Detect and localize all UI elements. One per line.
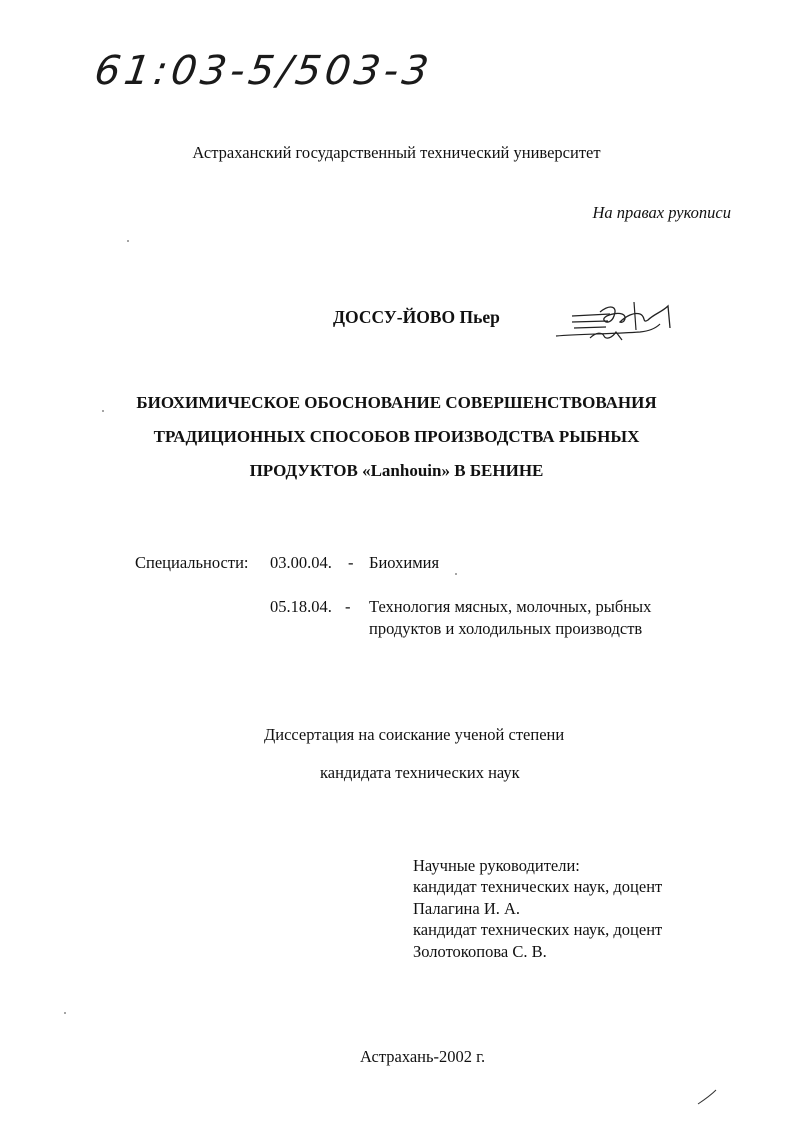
specialty-1-name: Биохимия	[369, 553, 440, 572]
supervisors-heading: Научные руководители:	[413, 856, 580, 875]
scan-speck	[127, 240, 129, 242]
registry-number: 61:03-5/503-3	[91, 48, 436, 94]
title-line-3: ПРОДУКТОВ «Lanhouin» В БЕНИНЕ	[249, 461, 544, 480]
specialty-2-name-line-2: продуктов и холодильных производств	[369, 619, 643, 638]
specialties-label: Специальности:	[135, 553, 249, 572]
specialty-2-dash: -	[345, 597, 351, 616]
university-name: Астраханский государственный технический университет	[192, 143, 601, 162]
specialty-1-dash: -	[348, 553, 354, 572]
specialty-2-code: 05.18.04.	[270, 597, 332, 616]
dissertation-degree-line-1: Диссертация на соискание ученой степени	[264, 725, 565, 744]
specialty-2-name-line-1: Технология мясных, молочных, рыбных	[369, 597, 652, 616]
supervisor-1-name: Палагина И. А.	[413, 899, 521, 918]
author-name: ДОССУ-ЙОВО Пьер	[333, 307, 500, 327]
scan-speck	[455, 573, 457, 575]
signature-image	[550, 298, 675, 342]
scan-speck	[102, 410, 104, 412]
specialty-1-code: 03.00.04.	[270, 553, 332, 572]
supervisor-1-degree: кандидат технических наук, доцент	[413, 877, 663, 896]
title-line-1: БИОХИМИЧЕСКОЕ ОБОСНОВАНИЕ СОВЕРШЕНСТВОВАНИЯ	[136, 393, 657, 412]
title-line-2: ТРАДИЦИОННЫХ СПОСОБОВ ПРОИЗВОДСТВА РЫБНЫХ	[153, 427, 640, 446]
place-year: Астрахань-2002 г.	[360, 1047, 486, 1066]
stray-pen-mark	[696, 1088, 718, 1106]
scan-speck	[64, 1012, 66, 1014]
dissertation-title	[0, 386, 793, 488]
supervisor-2-name: Золотокопова С. В.	[413, 942, 547, 961]
dissertation-degree-line-2: кандидата технических наук	[320, 763, 520, 782]
manuscript-rights: На правах рукописи	[592, 203, 731, 222]
supervisor-2-degree: кандидат технических наук, доцент	[413, 920, 663, 939]
